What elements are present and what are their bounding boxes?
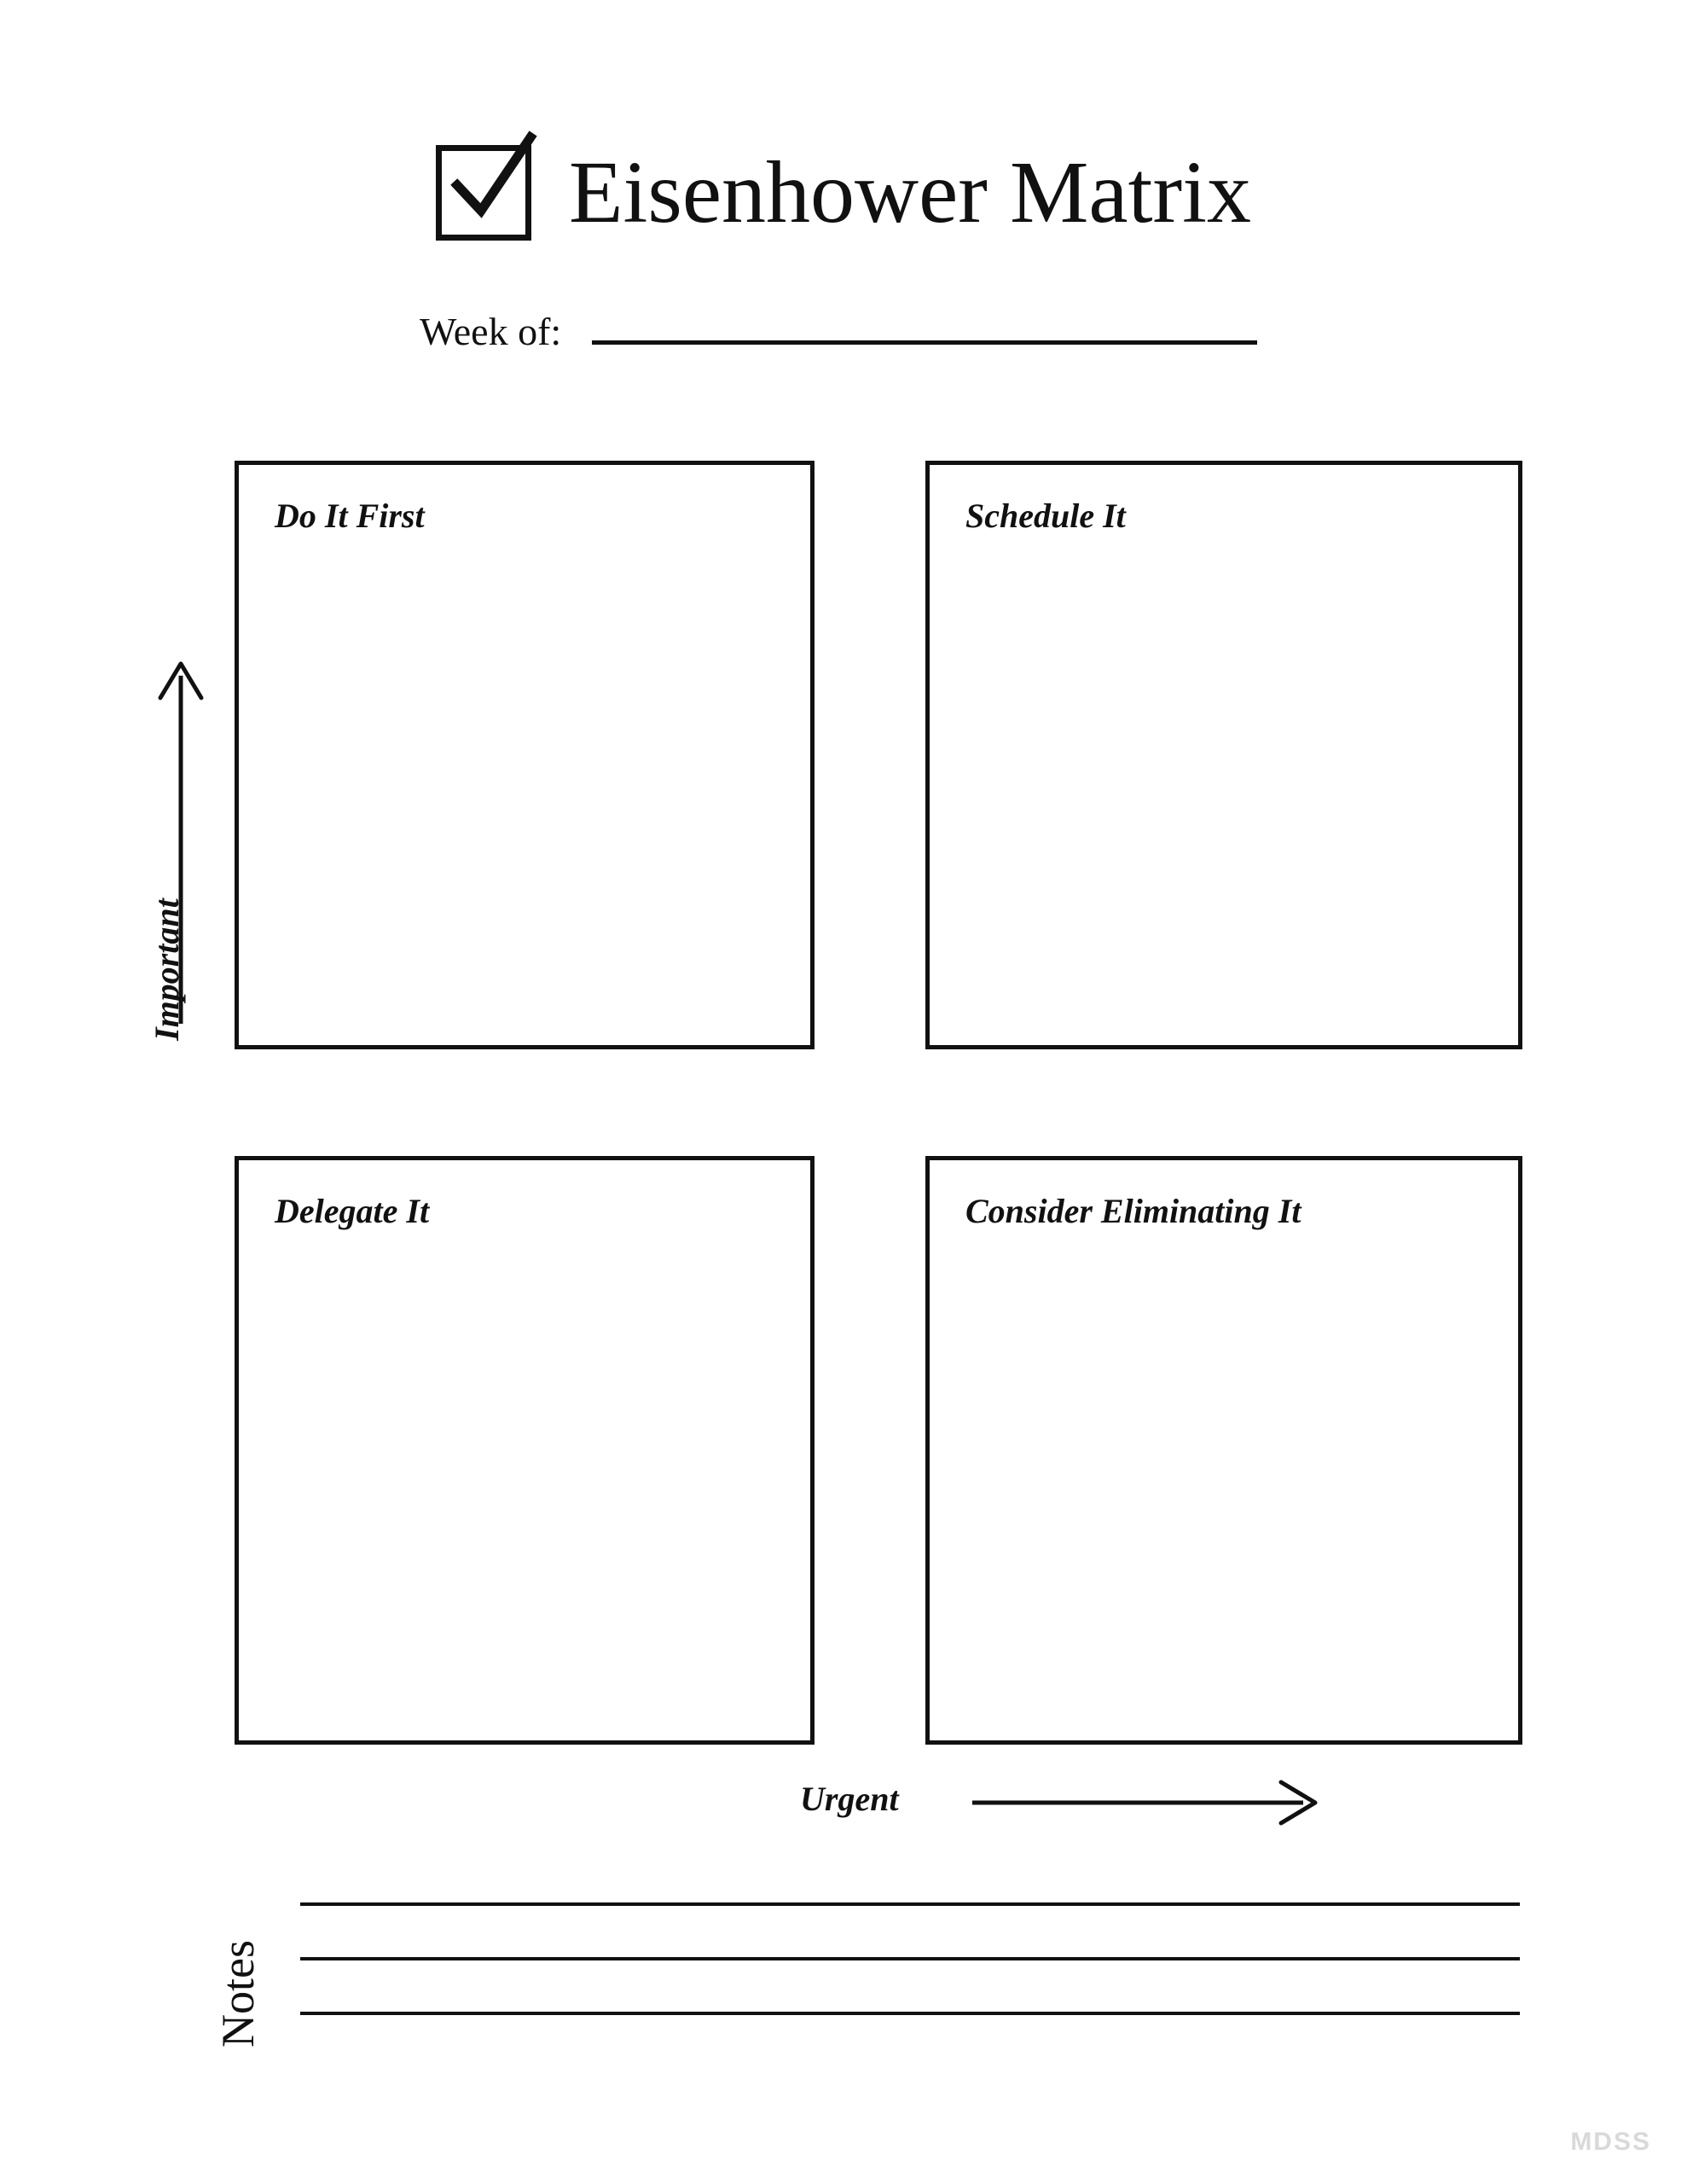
week-of-row <box>420 312 1257 357</box>
quadrant-label: Delegate It <box>275 1192 430 1230</box>
quadrant-label: Schedule It <box>965 497 1126 535</box>
week-of-label: Week of: <box>420 310 562 353</box>
quadrant-delegate-it[interactable] <box>235 1156 815 1745</box>
quadrant-consider-eliminating-it[interactable] <box>925 1156 1522 1745</box>
urgent-axis-arrow-icon <box>972 1773 1322 1833</box>
notes-line-3[interactable] <box>300 2012 1520 2015</box>
notes-label: Notes <box>212 1940 264 2048</box>
checkbox-checked-icon <box>436 145 531 241</box>
quadrant-label: Consider Eliminating It <box>965 1192 1301 1230</box>
notes-line-1[interactable] <box>300 1902 1520 1906</box>
notes-line-2[interactable] <box>300 1957 1520 1960</box>
quadrant-label: Do It First <box>275 497 425 535</box>
important-axis-label: Important <box>148 898 186 1041</box>
page-header <box>0 145 1687 241</box>
quadrant-do-it-first[interactable] <box>235 461 815 1049</box>
notes-lines <box>300 1902 1520 2015</box>
week-of-input[interactable] <box>592 340 1257 345</box>
urgent-axis-label: Urgent <box>800 1780 899 1818</box>
watermark: MDSS <box>1570 2128 1651 2156</box>
quadrant-schedule-it[interactable] <box>925 461 1522 1049</box>
page-title: Eisenhower Matrix <box>568 143 1251 241</box>
